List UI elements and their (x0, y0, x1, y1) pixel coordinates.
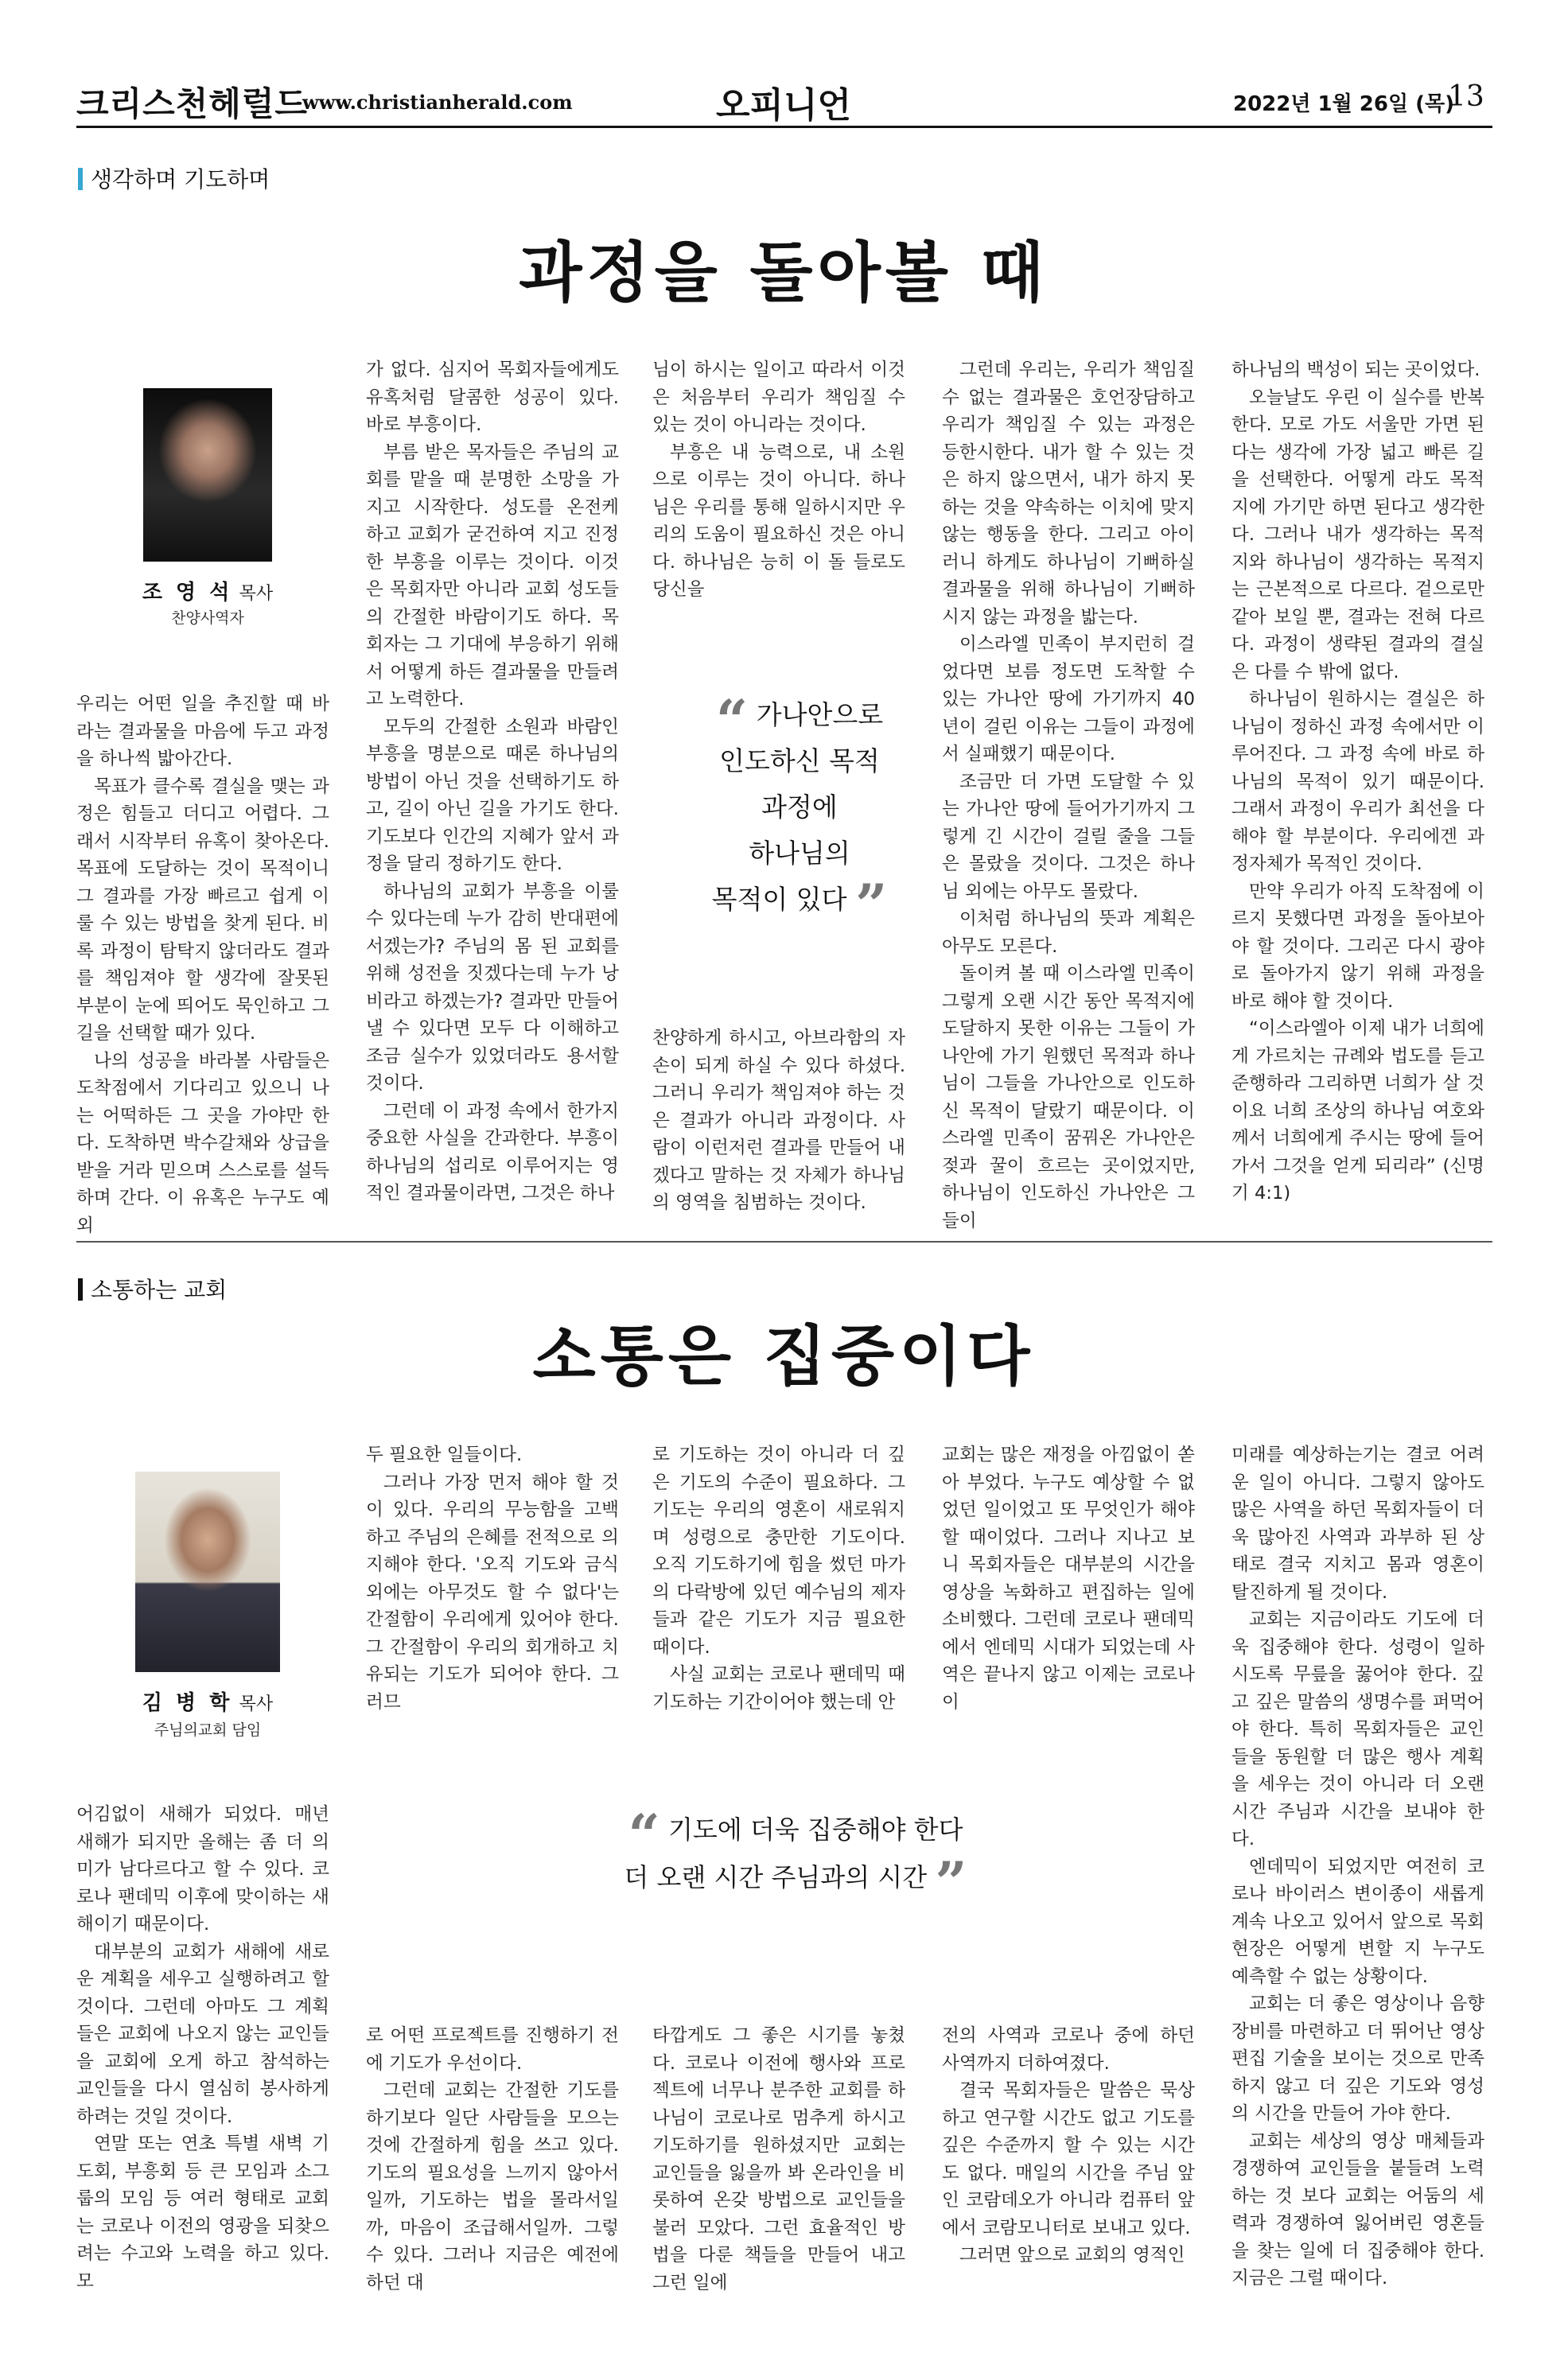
article2-column-1 (76, 1801, 329, 2295)
paragraph: 대부분의 교회가 새해에 새로운 계획을 세우고 실행하려고 할 것이다. 그런데 아마도 그 계획들은 교회에 나오지 않는 교인들을 교회에 오게 하고 참석하는 교인들을 다시 열심히 봉사하게 하려는 것일 것이다. (76, 1941, 329, 2127)
paragraph: 만약 우리가 아직 도착점에 이르지 못했다면 과정을 돌아보아야 할 것이다. 그리곤 다시 광야로 돌아가지 않기 위해 과정을 바로 해야 할 것이다. (1231, 881, 1484, 1012)
article2-column-3-top (652, 1441, 905, 1716)
paragraph: 교회는 더 좋은 영상이나 음향장비를 마련하고 더 뛰어난 영상 편집 기술을 보이는 것으로 만족하지 않고 더 깊은 기도와 영성의 시간을 만들어 가야 한다. (1231, 1993, 1484, 2124)
paragraph: 전의 사역과 코로나 중에 하던 사역까지 더하여졌다. (942, 2025, 1195, 2074)
author1-role: 찬양사역자 (171, 609, 244, 627)
newspaper-logo: 크리스천헤럴드 (76, 84, 309, 123)
paragraph: 조금만 더 가면 도달할 수 있는 가나안 땅에 들어가기까지 그렇게 긴 시간이 걸릴 줄을 그들은 몰랐을 것이다. 그것은 하나님 외에는 아무도 몰랐다. (942, 771, 1195, 902)
paragraph: 하나님의 백성이 되는 곳이었다. (1231, 360, 1480, 380)
paragraph: 교회는 많은 재정을 아낌없이 쏟아 부었다. 누구도 예상할 수 없었던 일이었고 또 무엇인가 해야 할 때이었다. 그러나 지나고 보니 목회자들은 대부분의 시간을 영상을 녹화하고 편집하는 일에 소비했다. 그런데 코로나 팬데믹에서 엔데믹 시대가 되었는데 사역은 끝나지 않고 이제는 코로나 이 (942, 1445, 1195, 1713)
article1-column-3-bottom (652, 1025, 905, 1217)
paragraph: 부름 받은 목자들은 주님의 교회를 맡을 때 분명한 소망을 가지고 시작한다. 성도를 온전케 하고 교회가 굳건하여 지고 진정한 부흥을 이루는 것이다. 이것은 목회자만 아니라 교회 성도들의 간절한 바람이기도 하다. 목회자는 그 기대에 부응하기 위해서 어떻게 하든 결과물을 만들려고 노력한다. (366, 441, 619, 710)
paragraph: 연말 또는 연초 특별 새벽 기도회, 부흥회 등 큰 모임과 소그룹의 모임 등 여러 형태로 교회는 코로나 이전의 영광을 되찾으려는 수고와 노력을 하고 있다. 모 (76, 2133, 329, 2292)
paragraph: 오늘날도 우린 이 실수를 반복한다. 모로 가도 서울만 가면 된다는 생각에 가장 넓고 빠른 길을 선택한다. 어떻게 라도 목적지에 가기만 하면 된다고 생각한다. 그러나 내가 생각하는 목적지와 하나님이 생각하는 목적지는 근본적으로 다르다. 겉으로만 같아 보일 뿐, 결과는 전혀 다르다. 과정이 생략된 결과의 결실은 다를 수 밖에 없다. (1231, 387, 1484, 683)
paragraph: 결국 목회자들은 말씀은 묵상하고 연구할 시간도 없고 기도를 깊은 수준까지 할 수 있는 시간도 없다. 매일의 시간을 주님 앞인 코람데오가 아니라 컴퓨터 앞에서 코람모니터로 보내고 있다. (942, 2080, 1195, 2238)
article2-column-4-bottom (942, 2022, 1195, 2269)
paragraph: 어김없이 새해가 되었다. 매년 새해가 되지만 올해는 좀 더 의미가 남다르다고 할 수 있다. 코로나 팬데믹 이후에 맞이하는 새해이기 때문이다. (76, 1804, 329, 1935)
paragraph: 그러면 앞으로 교회의 영적인 (959, 2245, 1185, 2266)
paragraph: 타깝게도 그 좋은 시기를 놓쳤다. 코로나 이전에 행사와 프로젝트에 너무나 분주한 교회를 하나님이 코로나로 멈추게 하시고 기도하기를 원하셨지만 교회는 교인들을 잃을까 봐 온라인을 비롯하여 온갖 방법으로 교인들을 불러 모았다. 그런 효율적인 방법을 다룬 책들을 만들어 내고 그런 일에 (652, 2025, 905, 2293)
article2-column-5 (1231, 1441, 1484, 2293)
article1-column-2 (366, 356, 619, 1208)
kicker-bar-icon (78, 168, 83, 190)
article2-column-4-top (942, 1441, 1195, 1716)
article2-pullquote (557, 1802, 1034, 1916)
paragraph: 두 필요한 일들이다. (366, 1445, 523, 1465)
author1-photo (143, 388, 272, 562)
pullquote-line: 하나님의 (749, 838, 850, 869)
paragraph: 사실 교회는 코로나 팬데믹 때 기도하는 기간이어야 했는데 안 (652, 1664, 905, 1713)
section-title: 오피니언 (716, 85, 852, 126)
website-url[interactable]: www.christianherald.com (302, 91, 573, 114)
issue-date: 2022년 1월 26일 (목) (1233, 92, 1455, 116)
article1-column-1 (76, 690, 329, 1239)
paragraph: 로 어떤 프로젝트를 진행하기 전에 기도가 우선이다. (366, 2025, 619, 2074)
paragraph: 그러나 가장 먼저 해야 할 것이 있다. 우리의 무능함을 고백하고 주님의 은혜를 전적으로 의지해야 한다. '오직 기도와 금식 외에는 아무것도 할 수 없다'는 간절함이 우리에게 있어야 한다. 그 간절함이 우리의 회개하고 치유되는 기도가 되어야 한다. 그러므 (366, 1472, 619, 1713)
paragraph: 미래를 예상하는기는 결코 어려운 일이 아니다. 그렇지 않아도 많은 사역을 하던 목회자들이 더욱 많아진 사역과 과부하 된 상태로 결국 지치고 몸과 영혼이 탈진하게 될 것이다. (1231, 1445, 1484, 1603)
paragraph: 가 없다. 심지어 목회자들에게도 유혹처럼 달콤한 성공이 있다. 바로 부흥이다. (366, 360, 619, 435)
paragraph: 하나님의 교회가 부흥을 이룰 수 있다는데 누가 감히 반대편에 서겠는가? 주님의 몸 된 교회를 위해 성전을 짓겠다는데 누가 낭비라고 하겠는가? 결과만 만들어 낼 수 있다면 모두 다 이해하고 조금 실수가 있었더라도 용서할 것이다. (366, 881, 619, 1094)
paragraph: 이스라엘 민족이 부지런히 걸었다면 보름 정도면 도착할 수 있는 가나안 땅에 가기까지 40년이 걸린 이유는 그들이 과정에서 실패했기 때문이다. (942, 634, 1195, 764)
article1-column-4 (942, 356, 1195, 1235)
pullquote-text: 가나안으로 (756, 699, 884, 730)
author1-name-text: 조 영 석 (142, 581, 233, 605)
article2-headline: 소통은 집중이다 (532, 1318, 1035, 1394)
page-number: 13 (1448, 80, 1484, 113)
article1-headline: 과정을 돌아볼 때 (519, 235, 1049, 311)
paragraph: 엔데믹이 되었지만 여전히 코로나 바이러스 변이종이 새롭게 계속 나오고 있어서 앞으로 목회 현장은 어떻게 변할 지 누구도 예측할 수 없는 상황이다. (1231, 1856, 1484, 1987)
paragraph: 목표가 클수록 결실을 맺는 과정은 힘들고 더디고 어렵다. 그래서 시작부터 유혹이 찾아온다. 목표에 도달하는 것이 목적이니 그 결과를 가장 빠르고 쉽게 이룰 수 있는 방법을 찾게 된다. 비록 과정이 탐탁지 않더라도 결과를 책임져야 할 생각에 잘못된 부분이 눈에 띄어도 묵인하고 그 길을 선택할 때가 있다. (76, 776, 329, 1044)
paragraph: 로 기도하는 것이 아니라 더 깊은 기도의 수준이 필요하다. 그 기도는 우리의 영혼이 새로워지며 성령으로 충만한 기도이다. 오직 기도하기에 힘을 썼던 마가의 다락방에 있던 예수님의 제자들과 같은 기도가 지금 필요한 때이다. (652, 1445, 905, 1658)
paragraph: 하나님이 원하시는 결실은 하나님이 정하신 과정 속에서만 이루어진다. 그 과정 속에 바로 하나님의 목적이 있기 때문이다. 그래서 과정이 우리가 최선을 다해야 할 부분이다. 우리에겐 과정자체가 목적인 것이다. (1231, 689, 1484, 874)
pullquote-line (557, 1849, 1034, 1916)
author1-title: 목사 (239, 584, 274, 604)
pullquote-line (676, 687, 923, 753)
close-quote-icon: ” (935, 1849, 967, 1916)
pullquote-line: 과정에 (761, 792, 838, 823)
article2-kicker-label: 소통하는 교회 (91, 1277, 228, 1303)
author2-name (119, 1686, 296, 1716)
article2-column-2-bottom (366, 2022, 619, 2297)
article1-pullquote (676, 687, 923, 938)
article1-kicker (78, 162, 270, 194)
author2-name-text: 김 병 학 (142, 1691, 233, 1715)
article2-kicker (78, 1273, 227, 1305)
masthead-rule (76, 126, 1492, 128)
paragraph: 돌이켜 볼 때 이스라엘 민족이 그렇게 오랜 시간 동안 목적지에 도달하지 못한 이유는 그들이 가나안에 가기 원했던 목적과 하나님이 그들을 가나안으로 인도하신 목적이 달랐기 때문이다. 이스라엘 민족이 꿈꿔온 가나안은 젖과 꿀이 흐르는 곳이었지만, 하나님이 인도하신 가나안은 그들이 (942, 963, 1195, 1231)
paragraph: 모두의 간절한 소원과 바람인 부흥을 명분으로 때론 하나님의 방법이 아닌 것을 선택하기도 하고, 길이 아닌 길을 가기도 한다. 기도보다 인간의 지혜가 앞서 과정을 달리 정하기도 한다. (366, 716, 619, 874)
article-divider (76, 1241, 1492, 1243)
article1-kicker-label: 생각하며 기도하며 (91, 166, 270, 193)
pullquote-line (676, 872, 923, 938)
pullquote-text: 기도에 더욱 집중해야 한다 (667, 1814, 963, 1845)
author2-photo (135, 1472, 280, 1672)
paragraph: 부흥은 내 능력으로, 내 소원으로 이루는 것이 아니다. 하나님은 우리를 통해 일하시지만 우리의 도움이 필요하신 것은 아니다. 하나님은 능히 이 돌 들로도 당신을 (652, 441, 905, 600)
pullquote-text: 목적이 있다 (711, 884, 847, 915)
pullquote-line: 인도하신 목적 (719, 745, 880, 776)
author2-title: 목사 (239, 1694, 274, 1714)
open-quote-icon: “ (715, 687, 749, 753)
paragraph: 이처럼 하나님의 뜻과 계획은 아무도 모른다. (942, 908, 1195, 957)
paragraph: 우리는 어떤 일을 추진할 때 바라는 결과물을 마음에 두고 과정을 하나씩 밟아간다. (76, 694, 329, 769)
kicker-bar-icon (78, 1278, 83, 1301)
close-quote-icon: ” (855, 872, 888, 938)
author2-role: 주님의교회 담임 (154, 1721, 262, 1739)
paragraph: 그런데 이 과정 속에서 한가지 중요한 사실을 간과한다. 부흥이 하나님의 섭리로 이루어지는 영적인 결과물이라면, 그것은 하나 (366, 1100, 619, 1204)
author1-name (119, 576, 296, 605)
pullquote-text: 더 오랜 시간 주님과의 시간 (624, 1862, 928, 1892)
paragraph: 그런데 교회는 간절한 기도를 하기보다 일단 사람들을 모으는 것에 간절하게 힘을 쓰고 있다. 기도의 필요성을 느끼지 않아서일까, 기도하는 법을 몰라서일까, 마음이 조급해서일까. 그렇 수 있다. 그러나 지금은 예전에 하던 대 (366, 2080, 619, 2293)
paragraph: 그런데 우리는, 우리가 책임질 수 없는 결과물은 호언장담하고 우리가 책임질 수 있는 과정은 등한시한다. 내가 할 수 있는 것은 하지 않으면서, 내가 하지 못하는 것을 약속하는 이치에 맞지 않는 행동을 한다. 그리고 아이러니 하게도 하나님이 기뻐하실 결과물을 위해 하나님이 기뻐하시지 않는 과정을 밟는다. (942, 360, 1195, 628)
article1-column-3-top (652, 356, 905, 604)
paragraph: 교회는 지금이라도 기도에 더욱 집중해야 한다. 성령이 일하시도록 무릎을 꿇어야 한다. 깊고 깊은 말씀의 생명수를 퍼먹어야 한다. 특히 목회자들은 교인들을 동원할 더 많은 행사 계획을 세우는 것이 아니라 더 오랜 시간 주님과 시간을 보내야 한다. (1231, 1609, 1484, 1849)
article2-column-3-bottom (652, 2022, 905, 2297)
open-quote-icon: “ (628, 1802, 660, 1868)
article2-column-2-top (366, 1441, 619, 1716)
article1-column-5 (1231, 356, 1484, 1208)
paragraph: 교회는 세상의 영상 매체들과 경쟁하여 교인들을 붙들려 노력하는 것 보다 교회는 어둠의 세력과 경쟁하여 잃어버린 영혼들을 찾는 일에 더 집중해야 한다. 지금은 그럴 때이다. (1231, 2130, 1484, 2289)
pullquote-line (557, 1802, 1034, 1868)
paragraph: 찬양하게 하시고, 아브라함의 자손이 되게 하실 수 있다 하셨다. 그러니 우리가 책임져야 하는 것은 결과가 아니라 과정이다. 사람이 이런저런 결과를 만들어 내겠다고 말하는 것 자체가 하나님의 영역을 침범하는 것이다. (652, 1028, 905, 1213)
paragraph: “이스라엘아 이제 내가 너희에게 가르치는 규례와 법도를 듣고 준행하라 그리하면 너희가 살 것이요 너희 조상의 하나님 여호와께서 너희에게 주시는 땅에 들어가서 그것을 얻게 되리라” (신명기 4:1) (1231, 1018, 1484, 1204)
paragraph: 님이 하시는 일이고 따라서 이것은 처음부터 우리가 책임질 수 있는 것이 아니라는 것이다. (652, 360, 905, 435)
paragraph: 나의 성공을 바라볼 사람들은 도착점에서 기다리고 있으니 나는 어떡하든 그 곳을 가야만 한다. 도착하면 박수갈채와 상급을 받을 거라 믿으며 스스로를 설득하며 간다. 이 유혹은 누구도 예외 (76, 1050, 329, 1236)
